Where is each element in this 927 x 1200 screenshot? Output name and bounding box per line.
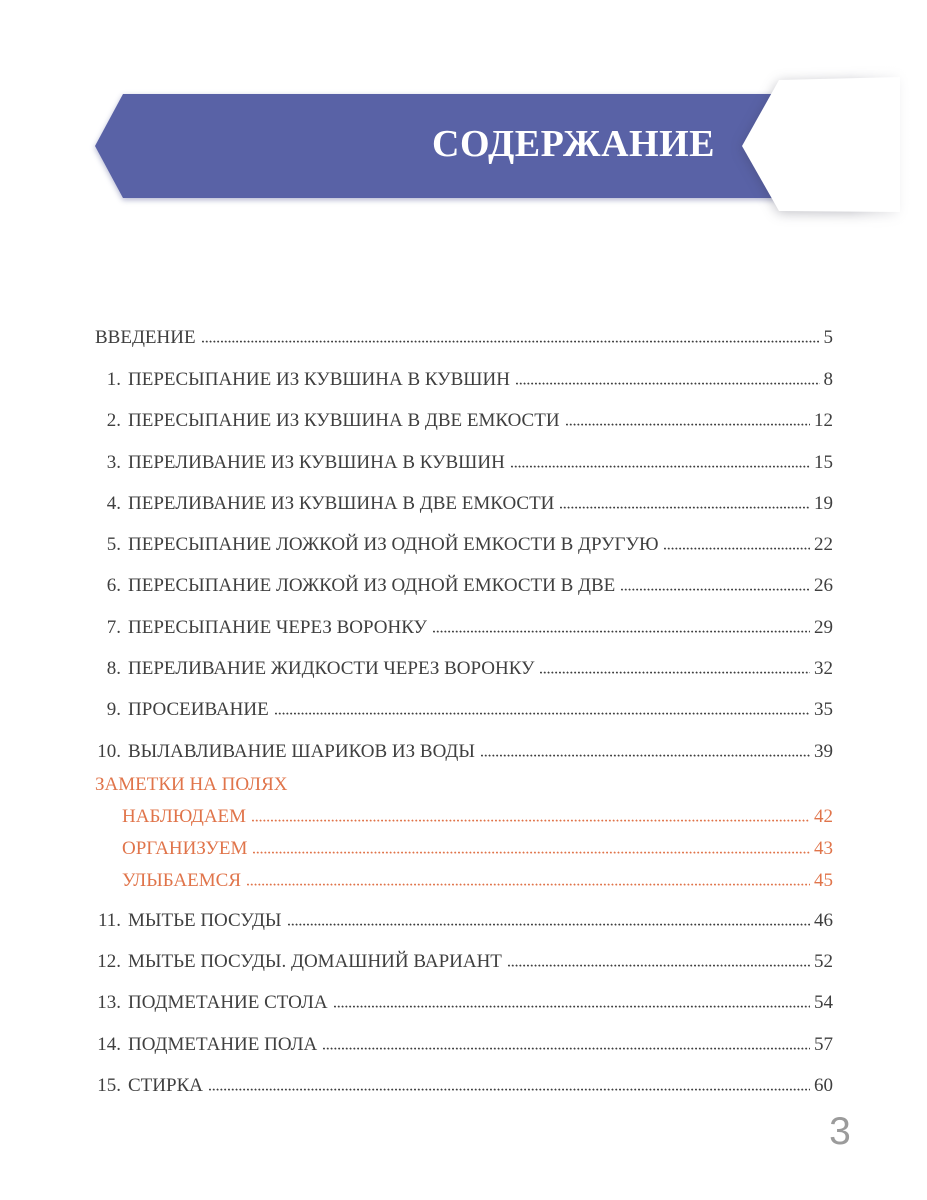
toc-entry-label: ПОДМЕТАНИЕ ПОЛА xyxy=(128,1033,318,1055)
toc-entry-number: 1. xyxy=(106,369,121,390)
page-title: СОДЕРЖАНИЕ xyxy=(432,123,715,165)
toc-entry-number: 2. xyxy=(106,410,121,432)
toc-entry-page: 8 xyxy=(823,369,833,390)
toc-entry-label: СТИРКА xyxy=(128,1074,203,1096)
toc-entry-number: 10. xyxy=(97,740,121,762)
toc-entry-number: 15. xyxy=(97,1074,121,1096)
toc-entry-label: ВВЕДЕНИЕ xyxy=(95,327,196,348)
toc-dotted-leader xyxy=(433,630,810,633)
toc-entry-number: 6. xyxy=(106,575,121,597)
toc-entry-page: 35 xyxy=(814,699,833,721)
notes-entry-page: 42 xyxy=(814,805,833,827)
toc-entry-introduction xyxy=(95,328,833,348)
toc-entry-page: 54 xyxy=(814,992,833,1014)
notes-entry-label: ОРГАНИЗУЕМ xyxy=(122,837,248,859)
toc-entry xyxy=(95,494,833,514)
toc-entry-page: 57 xyxy=(814,1033,833,1055)
toc-dotted-leader xyxy=(334,1005,810,1008)
toc-entry-number: 7. xyxy=(106,616,121,638)
notes-entry xyxy=(95,871,833,891)
toc-entry-number: 4. xyxy=(106,492,121,514)
toc-entry-number: 11. xyxy=(97,909,121,931)
toc-entry xyxy=(95,411,833,431)
toc-dotted-leader xyxy=(508,964,810,967)
toc-entry-page: 5 xyxy=(823,327,833,348)
toc-entry xyxy=(95,535,833,555)
notes-entry-label: УЛЫБАЕМСЯ xyxy=(122,869,241,891)
toc-entry-number: 5. xyxy=(106,534,121,556)
toc-dotted-leader xyxy=(252,819,810,822)
toc-entry-label: ПЕРЕЛИВАНИЕ ЖИДКОСТИ ЧЕРЕЗ ВОРОНКУ xyxy=(128,658,535,680)
toc-entry xyxy=(95,700,833,720)
toc-entry-number: 3. xyxy=(106,451,121,473)
toc-entry-page: 12 xyxy=(814,410,833,432)
toc-entry xyxy=(95,1076,833,1096)
notes-entry xyxy=(95,807,833,827)
toc-entry-page: 39 xyxy=(814,740,833,762)
toc-entry xyxy=(95,618,833,638)
notes-section-heading xyxy=(95,775,833,795)
toc-entry-number: 14. xyxy=(97,1033,121,1055)
toc-entry-page: 15 xyxy=(814,451,833,473)
toc-entry-number: 9. xyxy=(106,699,121,721)
toc-dotted-leader xyxy=(202,340,820,343)
notes-entry-page: 43 xyxy=(814,837,833,859)
toc-entry-label: ПРОСЕИВАНИЕ xyxy=(128,699,269,721)
toc-dotted-leader xyxy=(621,588,810,591)
toc-entry-label: ВЫЛАВЛИВАНИЕ ШАРИКОВ ИЗ ВОДЫ xyxy=(128,740,475,762)
page-number: 3 xyxy=(829,1110,851,1153)
toc-entry xyxy=(95,1035,833,1055)
toc-dotted-leader xyxy=(275,712,810,715)
toc-dotted-leader xyxy=(566,423,810,426)
toc-dotted-leader xyxy=(323,1047,810,1050)
toc-dotted-leader xyxy=(516,382,820,385)
toc-entry-label: МЫТЬЕ ПОСУДЫ. ДОМАШНИЙ ВАРИАНТ xyxy=(128,950,502,972)
toc-entry-label: ПЕРЕСЫПАНИЕ ЛОЖКОЙ ИЗ ОДНОЙ ЕМКОСТИ В ДВЕ xyxy=(128,575,616,597)
table-of-contents xyxy=(95,328,833,1117)
toc-entry-page: 52 xyxy=(814,950,833,972)
toc-dotted-leader xyxy=(540,671,810,674)
toc-entry xyxy=(95,659,833,679)
notes-entry xyxy=(95,839,833,859)
toc-entry-label: МЫТЬЕ ПОСУДЫ xyxy=(128,909,282,931)
toc-dotted-leader xyxy=(247,883,810,886)
toc-dotted-leader xyxy=(288,923,811,926)
toc-entry-page: 60 xyxy=(814,1074,833,1096)
toc-dotted-leader xyxy=(253,851,810,854)
toc-entry-number: 12. xyxy=(97,950,121,972)
contents-banner xyxy=(0,0,927,260)
toc-dotted-leader xyxy=(209,1088,810,1091)
toc-entry xyxy=(95,911,833,931)
toc-entry-label: ПОДМЕТАНИЕ СТОЛА xyxy=(128,992,328,1014)
toc-dotted-leader xyxy=(481,754,810,757)
toc-entry xyxy=(95,370,833,390)
notes-entry-label: НАБЛЮДАЕМ xyxy=(122,805,247,827)
toc-dotted-leader xyxy=(664,547,810,550)
toc-dotted-leader xyxy=(560,506,810,509)
toc-entry-label: ПЕРЕЛИВАНИЕ ИЗ КУВШИНА В КУВШИН xyxy=(128,451,505,473)
toc-entry-page: 29 xyxy=(814,616,833,638)
ribbon-fade-overlay xyxy=(850,40,927,260)
toc-entry-page: 22 xyxy=(814,534,833,556)
toc-entry-label: ПЕРЕСЫПАНИЕ ЛОЖКОЙ ИЗ ОДНОЙ ЕМКОСТИ В ДРУГУЮ xyxy=(128,534,659,556)
toc-entry xyxy=(95,576,833,596)
toc-entry-page: 19 xyxy=(814,492,833,514)
toc-entry xyxy=(95,453,833,473)
toc-dotted-leader xyxy=(511,465,810,468)
notes-section-heading-label: ЗАМЕТКИ НА ПОЛЯХ xyxy=(95,773,288,795)
notes-entry-page: 45 xyxy=(814,869,833,891)
toc-entry-page: 46 xyxy=(814,909,833,931)
toc-entry-page: 32 xyxy=(814,658,833,680)
toc-entry xyxy=(95,952,833,972)
toc-entry xyxy=(95,993,833,1013)
toc-entry-label: ПЕРЕЛИВАНИЕ ИЗ КУВШИНА В ДВЕ ЕМКОСТИ xyxy=(128,492,555,514)
toc-entry-label: ПЕРЕСЫПАНИЕ ИЗ КУВШИНА В КУВШИН xyxy=(128,369,510,390)
toc-entry-label: ПЕРЕСЫПАНИЕ ИЗ КУВШИНА В ДВЕ ЕМКОСТИ xyxy=(128,410,560,432)
toc-entry-label: ПЕРЕСЫПАНИЕ ЧЕРЕЗ ВОРОНКУ xyxy=(128,616,427,638)
toc-entry-number: 8. xyxy=(106,658,121,680)
toc-entry-number: 13. xyxy=(97,992,121,1014)
toc-entry-page: 26 xyxy=(814,575,833,597)
toc-entry xyxy=(95,742,833,762)
